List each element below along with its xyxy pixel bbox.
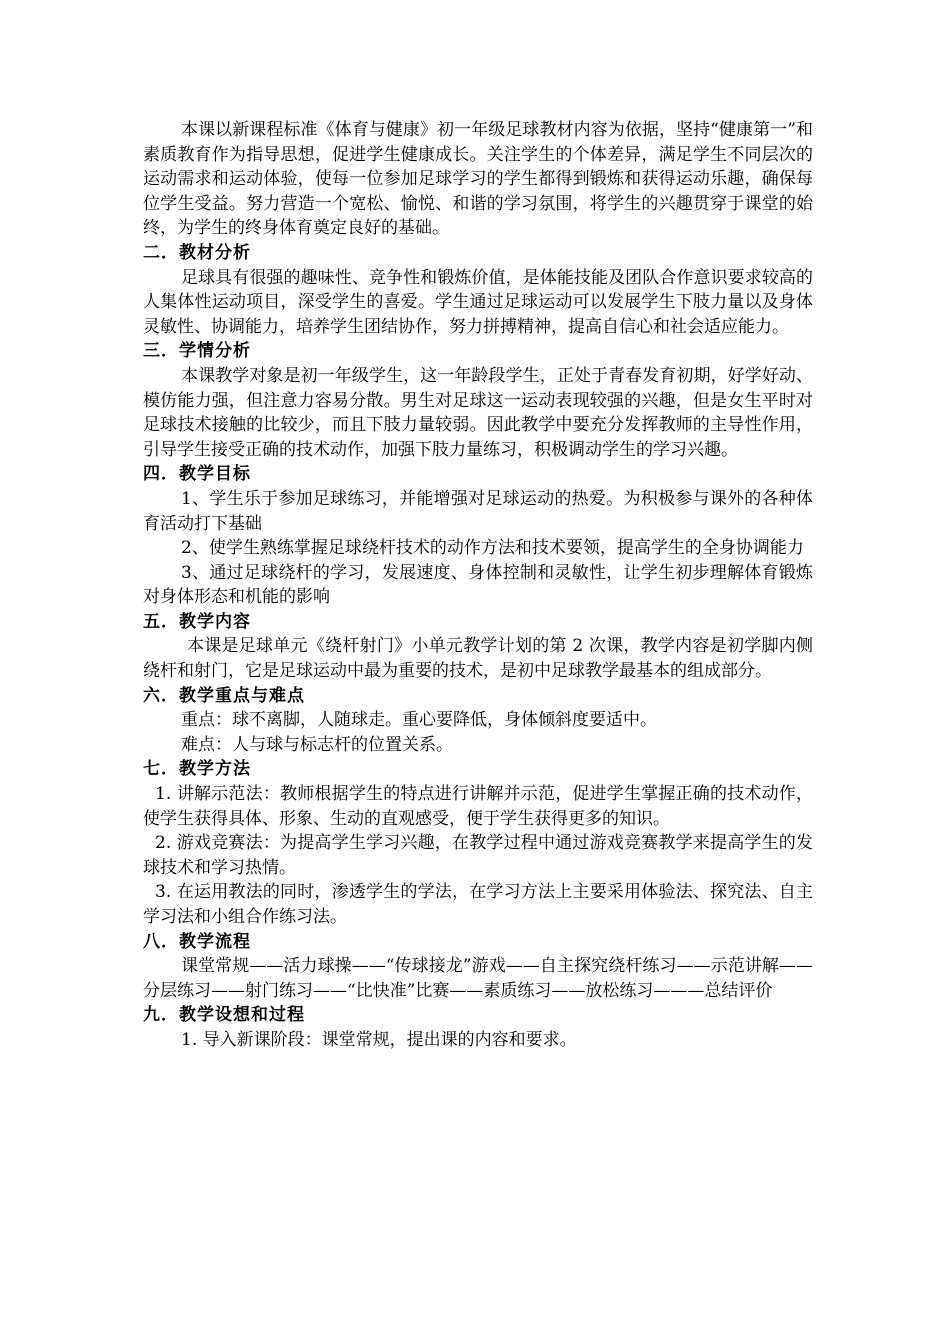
section-teaching-process bbox=[143, 1003, 813, 1052]
goal-item: 1、学生乐于参加足球练习，并能增强对足球运动的热爱。为积极参与课外的各种体育活动打下基础 bbox=[143, 488, 813, 534]
difficult-point: 难点：人与球与标志杆的位置关系。 bbox=[181, 734, 453, 755]
section-heading: 四．教学目标 bbox=[143, 464, 251, 485]
section-student-analysis bbox=[143, 339, 813, 462]
section-heading: 三．学情分析 bbox=[143, 341, 251, 362]
section-heading: 八．教学流程 bbox=[143, 931, 251, 952]
document-page bbox=[143, 118, 813, 1053]
section-teaching-material bbox=[143, 241, 813, 339]
goal-item: 3、通过足球绕杆的学习，发展速度、身体控制和灵敏性，让学生初步理解体育锻炼对身体形态和机能的影响 bbox=[143, 562, 813, 608]
section-teaching-flow bbox=[143, 930, 813, 1004]
section-heading: 六．教学重点与难点 bbox=[143, 685, 305, 706]
method-item: 1. 讲解示范法：教师根据学生的特点进行讲解并示范，促进学生掌握正确的技术动作，使学生获得具体、形象、生动的直观感受，便于学生获得更多的知识。 bbox=[143, 784, 813, 829]
section-heading: 五．教学内容 bbox=[143, 611, 251, 632]
key-point: 重点：球不离脚，人随球走。重心要降低，身体倾斜度要适中。 bbox=[181, 710, 657, 731]
section-teaching-methods bbox=[143, 757, 813, 929]
method-item: 2. 游戏竞赛法：为提高学生学习兴趣，在教学过程中通过游戏竞赛教学来提高学生的发球技术和学习热情。 bbox=[143, 833, 813, 878]
section-heading: 九．教学设想和过程 bbox=[143, 1005, 305, 1026]
section-heading: 二．教材分析 bbox=[143, 242, 251, 263]
method-item: 3. 在运用教法的同时，渗透学生的学法，在学习方法上主要采用体验法、探究法、自主学习法和小组合作练习法。 bbox=[143, 882, 813, 927]
section-body: 本课教学对象是初一年级学生，这一年龄段学生，正处于青春发育初期，好学好动、模仿能力强，但注意力容易分散。男生对足球这一运动表现较强的兴趣，但是女生平时对足球技术接触的比较少，而且下肢力量较弱。因此教学中要充分发挥教师的主导性作用，引导学生接受正确的技术动作，加强下肢力量练习，积极调动学生的学习兴趣。 bbox=[143, 365, 813, 460]
section-body: 1. 导入新课阶段：课堂常规，提出课的内容和要求。 bbox=[181, 1029, 577, 1050]
goal-item: 2、使学生熟练掌握足球绕杆技术的动作方法和技术要领，提高学生的全身协调能力 bbox=[181, 538, 804, 559]
section-teaching-content bbox=[143, 610, 813, 684]
section-heading: 七．教学方法 bbox=[143, 759, 251, 780]
section-body: 本课是足球单元《绕杆射门》小单元教学计划的第 2 次课，教学内容是初学脚内侧绕杆和射门，它是足球运动中最为重要的技术，是初中足球教学最基本的组成部分。 bbox=[143, 636, 813, 682]
section-body: 课堂常规——活力球操——“传球接龙”游戏——自主探究绕杆练习——示范讲解——分层练习——射门练习——“比快准”比赛——素质练习——放松练习———总结评价 bbox=[143, 956, 813, 1001]
intro-paragraph: 本课以新课程标准《体育与健康》初一年级足球教材内容为依据，坚持“健康第一”和素质教育作为指导思想，促进学生健康成长。关注学生的个体差异，满足学生不同层次的运动需求和运动体验，使每一位参加足球学习的学生都得到锻炼和获得运动乐趣，确保每位学生受益。努力营造一个宽松、愉悦、和谐的学习氛围，将学生的兴趣贯穿于课堂的始终，为学生的终身体育奠定良好的基础。 bbox=[143, 120, 813, 239]
section-teaching-goals bbox=[143, 462, 813, 610]
section-key-difficult-points bbox=[143, 684, 813, 758]
section-body: 足球具有很强的趣味性、竞争性和锻炼价值，是体能技能及团队合作意识要求较高的人集体性运动项目，深受学生的喜爱。学生通过足球运动可以发展学生下肢力量以及身体灵敏性、协调能力，培养学生团结协作，努力拼搏精神，提高自信心和社会适应能力。 bbox=[143, 267, 813, 337]
